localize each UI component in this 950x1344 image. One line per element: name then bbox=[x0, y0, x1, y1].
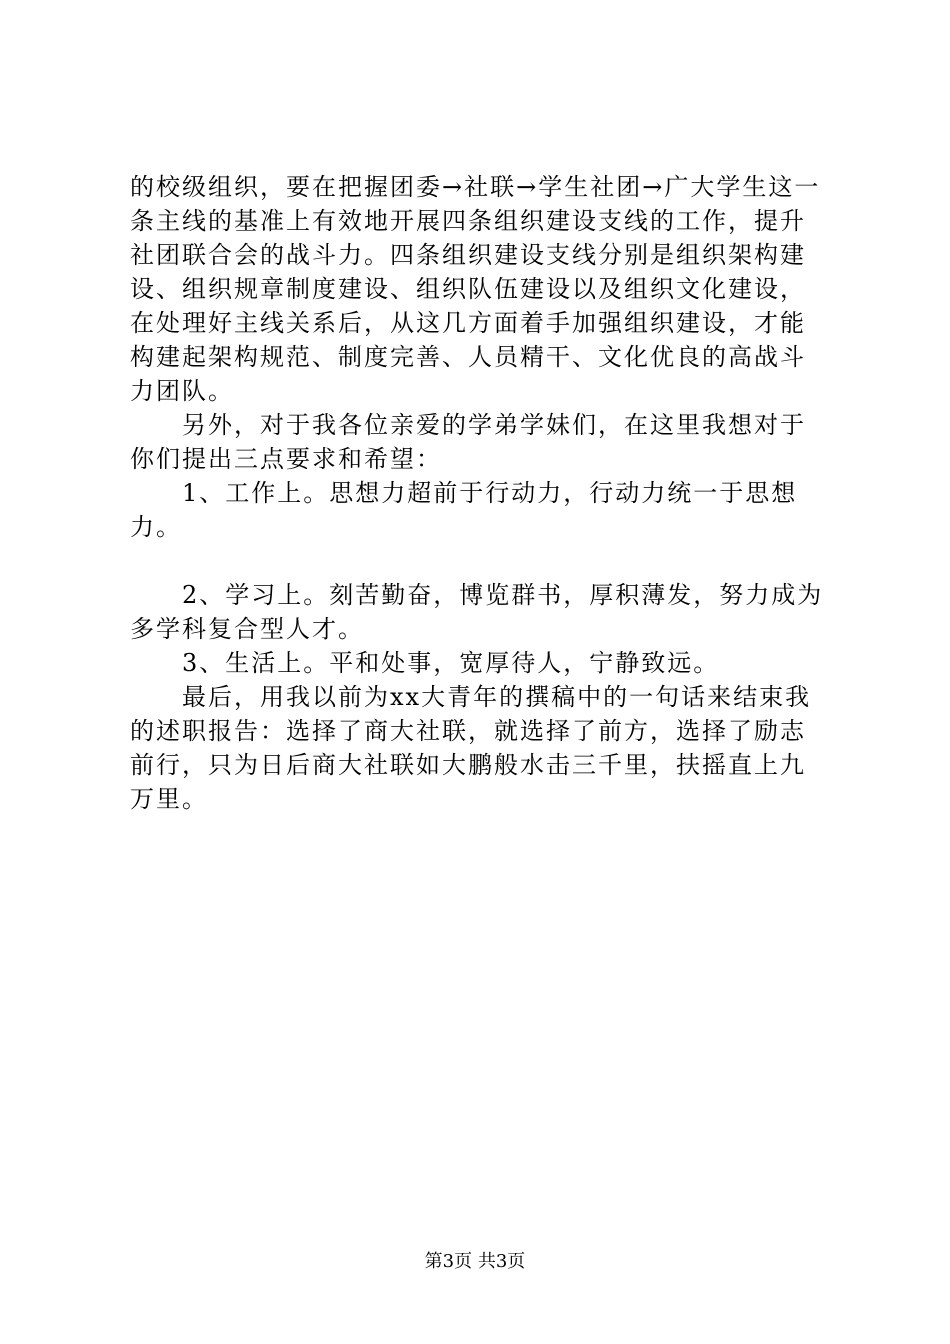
paragraph-life: 3、生活上。平和处事，宽厚待人，宁静致远。 bbox=[130, 649, 720, 677]
page-footer: 第3页 共3页 bbox=[424, 1251, 526, 1272]
paragraph-organization: 的校级组织，要在把握团委→社联→学生社团→广大学生这一条主线的基准上有效地开展四条组织建设支线的工作，提升社团联合会的战斗力。四条组织建设支线分别是组织架构建设、组织规章制度建设、组织队伍建设以及组织文化建设，在处理好主线关系后，从这几方面着手加强组织建设，才能构建起架构规范、制度完善、人员精干、文化优良的高战斗力团队。 bbox=[130, 173, 821, 405]
document-body bbox=[130, 170, 830, 816]
paragraph-spacer bbox=[130, 544, 830, 578]
paragraph-intro-requirements: 另外，对于我各位亲爱的学弟学妹们，在这里我想对于你们提出三点要求和希望： bbox=[130, 411, 806, 473]
paragraph-work: 1、工作上。思想力超前于行动力，行动力统一于思想力。 bbox=[130, 479, 798, 541]
paragraph-study: 2、学习上。刻苦勤奋，博览群书，厚积薄发，努力成为多学科复合型人才。 bbox=[130, 581, 824, 643]
paragraph-conclusion: 最后，用我以前为xx大青年的撰稿中的一句话来结束我的述职报告：选择了商大社联，就选择了前方，选择了励志前行，只为日后商大社联如大鹏般水击三千里，扶摇直上九万里。 bbox=[130, 683, 812, 813]
